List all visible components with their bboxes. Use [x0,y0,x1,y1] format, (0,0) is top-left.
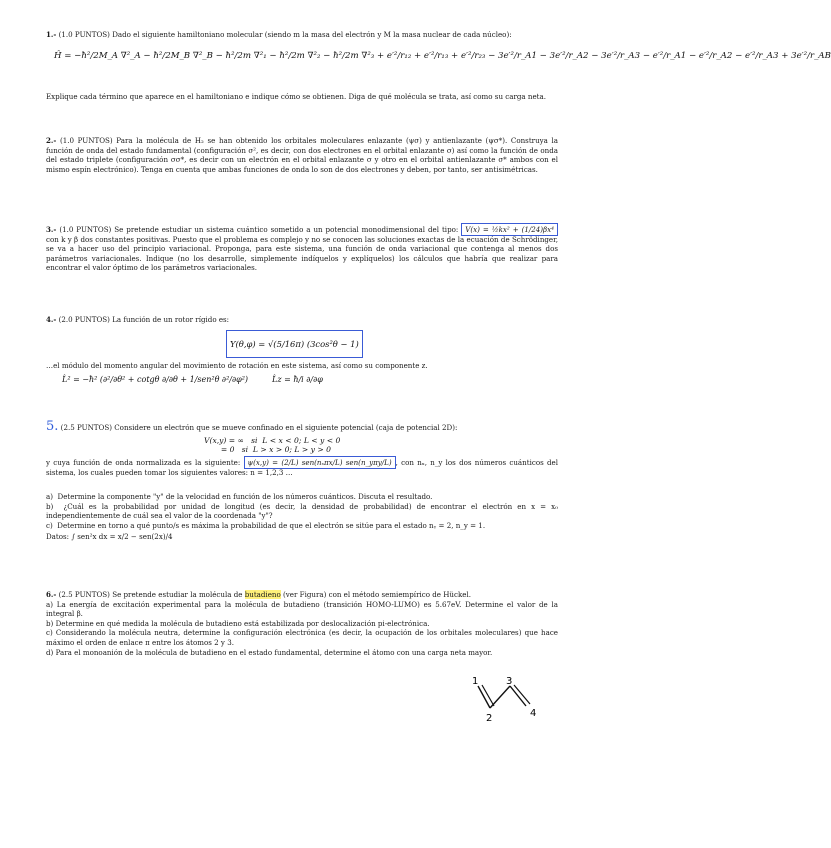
subquestion-text: Determine la componente "y" de la velocidad en función de los números cuánticos. Discuta el resultado. [57,492,433,501]
lz-operator: L̂z = ħ/i ∂/∂φ [272,375,323,384]
question-points: (1.0 PUNTOS) [58,30,110,39]
subquestion-label: c) [46,628,53,638]
question-1 [46,30,558,40]
subquestion [46,600,558,619]
subquestion-list [46,492,558,530]
question-intro-a: Se pretende estudiar la molécula de [112,590,243,599]
subquestion-text: ¿Cuál es la probabilidad por unidad de longitud (es decir, la densidad de probabilidad) de encontrar el electrón en x = x₀ independientemente de cuál sea el valor de la coordenada "y"? [46,501,558,521]
bond-2-3 [490,686,510,708]
question-text-a: Se pretende estudiar un sistema cuántico sometido a un potencial monodimensional del tipo: [114,225,459,234]
question-4-text [46,361,558,371]
question-text-b: , con nₓ, n_y los dos números cuánticos del sistema, los cuales pueden tomar los siguientes valores: n = 1,2,3 … [46,458,558,477]
question-4 [46,315,558,325]
question-text-b: con k y β dos constantes positivas. Puesto que el problema es complejo y no se conocen las soluciones exactas de la ecuación de Schrödinger, se va a hacer uso del principio variacional. Proponga, para este sistema, una función de onda variacional que contenga al menos dos parámetros variacionales. Indique (no los desarrolle, simplemente indíquelos y explíquelos) los cálculos que habría que realizar para encontrar el valor óptimo de los parámetros variacionales. [46,234,558,273]
subquestion-label: a) [46,599,53,609]
question-points: (2.5 PUNTOS) [58,590,110,599]
question-text-b: …el módulo del momento angular del movimiento de rotación en este sistema, así como su componente z. [46,361,428,370]
angular-momentum-operator: L̂² = −ħ² (∂²/∂θ² + cotgθ ∂/∂θ + 1/sen²θ ∂²/∂φ²) [62,375,249,384]
question-1-text [46,92,558,102]
subquestion-label: a) [46,492,53,501]
question-number: 5. [46,419,59,434]
hamiltonian-equation: Ĥ = −ħ²/2M_A ∇²_A − ħ²/2M_B ∇²_B − ħ²/2m ∇²₁ − ħ²/2m ∇²₂ − ħ²/2m ∇²₃ + e′²/r₁₂ + e′²/r₁₃ + e′²/r₂₃ − 3e′²/r_A1 − 3e′²/r_A2 − 3e′²/r_A3 − e′²/r_A1 − e′²/r_A2 − e′²/r_A3 + 3e′²/r_AB [54,51,831,61]
subquestion-label: d) [46,647,54,657]
atom-label-3: 3 [506,676,513,687]
question-5 [46,419,558,434]
question-points: (2.5 PUNTOS) [60,423,112,432]
subquestion [46,648,558,658]
question-2 [46,136,558,174]
question-points: (2.0 PUNTOS) [58,315,110,324]
rotor-wavefunction-box: Y(θ,φ) = √(5/16π) (3cos²θ − 1) [226,330,363,358]
potential-box: V(x) = ½kx² + (1/24)βx⁴ [461,223,558,236]
subquestion-label: b) [46,501,54,511]
question-intro: Dado el siguiente hamiltoniano molecular (siendo m la masa del electrón y M la masa nuclear de cada núcleo): [112,30,512,39]
atom-label-2: 2 [486,713,493,724]
question-intro-b: (ver Figura) con el método semiempírico de Hückel. [283,590,471,599]
question-number: 2.- [46,136,57,145]
question-text-a: La función de un rotor rígido es: [112,315,230,324]
subquestion [46,492,558,502]
subquestion-text: Determine en qué medida la molécula de butadieno está estabilizada por deslocalización pi-electrónica. [55,618,430,628]
subquestion [46,521,558,531]
question-number: 4.- [46,315,57,324]
question-points: (1.0 PUNTOS) [59,136,113,145]
subquestion-label: c) [46,520,53,530]
question-text: Explique cada término que aparece en el hamiltoniano e indique cómo se obtienen. Diga de qué molécula se trata, así como su carga neta. [46,92,546,101]
subquestion-label: b) [46,618,54,628]
potential-line-1: V(x,y) = ∞ si L < x < 0; L < y < 0 [204,436,341,445]
question-number: 6.- [46,590,57,599]
question-5-text [46,458,558,477]
potential-line-2: = 0 si L > x > 0; L > y > 0 [204,445,331,454]
subquestion [46,502,558,521]
question-number: 3.- [46,225,57,234]
data-note: Datos: ∫ sen²x dx = x/2 − sen(2x)/4 [46,532,173,542]
subquestion-list [46,600,558,658]
question-number: 1.- [46,30,57,39]
question-text: Para la molécula de H₂ se han obtenido los orbitales moleculares enlazante (ψσ) y antienlazante (ψσ*). Construya la función de onda del estado fundamental (configuración σ², es decir, con dos electrones en el orbital enlazante σ) así como la función de onda del estado triplete (configuración σσ*, es decir con un electrón en el orbital enlazante σ y otro en el orbital antienlazante σ* ambos con el mismo espín electrónico). Tenga en cuenta que ambas funciones de onda lo son de dos electrones y deben, por tanto, ser antisimétricas. [46,136,558,174]
question-text-a: y cuya función de onda normalizada es la siguiente: [46,458,241,467]
subquestion [46,628,558,647]
highlighted-term: butadieno [244,590,281,599]
subquestion-text: Considerando la molécula neutra, determine la configuración electrónica (es decir, la ocupación de los orbitales moleculares) que hace máximo el orden de enlace π entre los átomos 2 y 3. [46,628,559,647]
butadiene-figure [462,676,552,724]
box-wavefunction: ψ(x,y) = (2/L) sen(nₓπx/L) sen(n_yπy/L) [244,456,396,469]
atom-label-4: 4 [530,708,537,719]
atom-label-1: 1 [472,676,479,687]
question-6 [46,590,558,657]
question-3 [46,225,558,273]
subquestion-text: Para el monoanión de la molécula de butadieno en el estado fundamental, determine el átomo con una carga neta mayor. [55,647,493,657]
potential-definition [204,436,340,454]
question-5-items [46,492,558,542]
subquestion-text: La energía de excitación experimental para la molécula de butadieno (transición HOMO-LUMO) es 5.67eV. Determine el valor de la integral β. [46,599,558,619]
question-intro: Considere un electrón que se mueve confinado en el siguiente potencial (caja de potencial 2D): [114,423,458,432]
subquestion-text: Determine en torno a qué punto/s es máxima la probabilidad de que el electrón se sitúe para el estado nᵧ = 2, n_y = 1. [57,520,486,530]
subquestion [46,619,558,629]
question-points: (1.0 PUNTOS) [59,225,112,234]
